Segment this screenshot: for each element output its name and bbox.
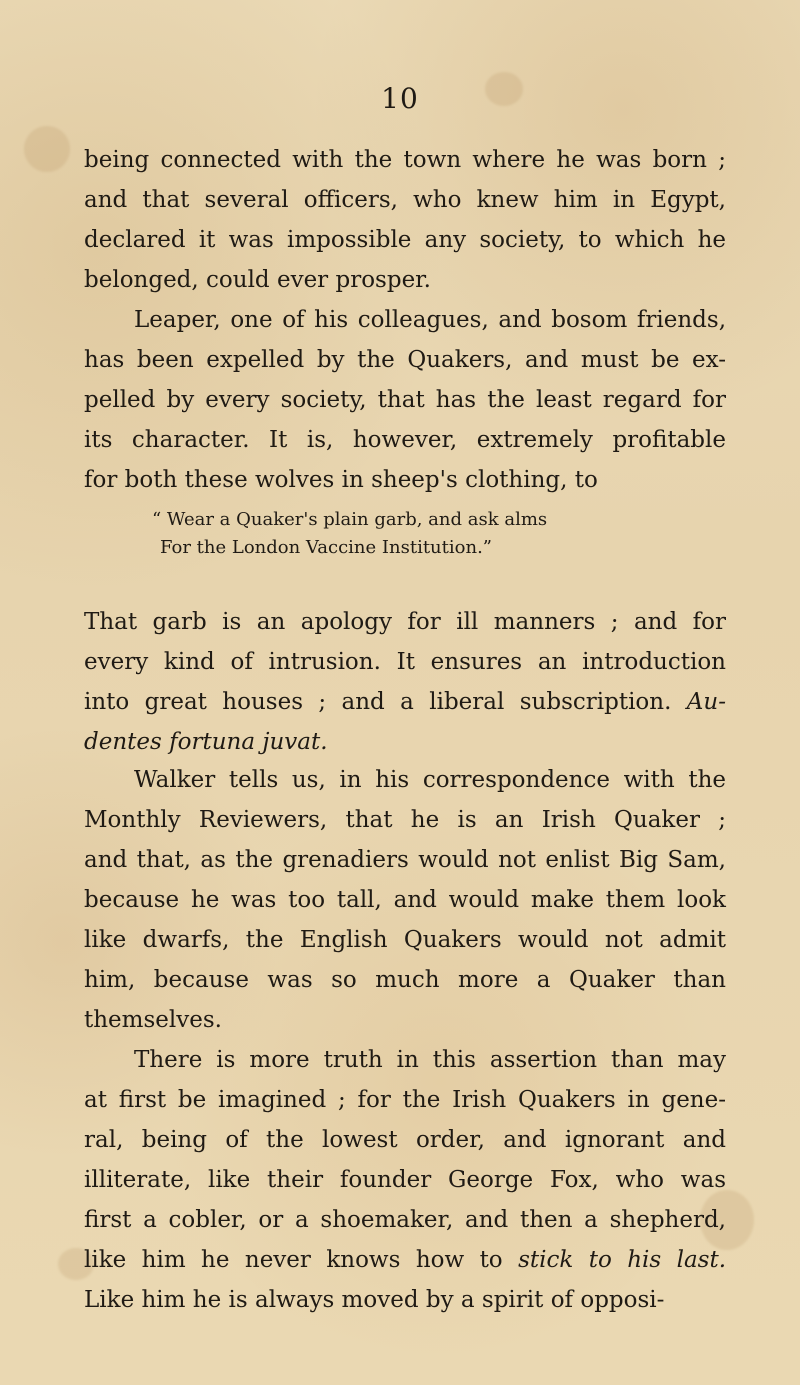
latin-fragment: Au- — [686, 689, 726, 715]
garb-paragraph — [84, 602, 726, 762]
verse-quote — [152, 506, 632, 562]
text-line: belonged, could ever prosper. — [84, 267, 431, 293]
text-line: ral, being of the lowest order, and ignorant and — [84, 1127, 726, 1153]
text-line: like dwarfs, the English Quakers would not admit — [84, 927, 726, 953]
text-line: declared it was impossible any society, to which he — [84, 227, 726, 253]
latin-line: dentes fortuna juvat. — [84, 729, 328, 755]
text-line: There is more truth in this assertion than may — [134, 1047, 726, 1073]
text-line: Leaper, one of his colleagues, and bosom friends, — [134, 307, 726, 333]
text-line: him, because was so much more a Quaker than — [84, 967, 726, 993]
text-line: and that several officers, who knew him in Egypt, — [84, 187, 726, 213]
truth-paragraph — [84, 1040, 726, 1320]
text-line — [84, 1240, 726, 1280]
quote-line: For the London Vaccine Institution.” — [160, 537, 492, 558]
idiom-fragment: stick to his last. — [518, 1247, 727, 1273]
text-line: at first be imagined ; for the Irish Quakers in gene- — [84, 1087, 726, 1113]
text-line: Like him he is always moved by a spirit of opposi- — [84, 1287, 665, 1313]
opening-paragraph — [84, 140, 726, 300]
text-line — [84, 682, 726, 722]
text-line: has been expelled by the Quakers, and must be ex- — [84, 347, 726, 373]
text-line: because he was too tall, and would make them look — [84, 887, 726, 913]
text-line: being connected with the town where he was born ; — [84, 147, 726, 173]
text-fragment: into great houses ; and a liberal subscription. — [84, 689, 672, 715]
leaper-paragraph — [84, 300, 726, 500]
text-line: first a cobler, or a shoemaker, and then a shepherd, — [84, 1207, 726, 1233]
text-line: and that, as the grenadiers would not enlist Big Sam, — [84, 847, 726, 873]
text-line: themselves. — [84, 1007, 222, 1033]
text-line: That garb is an apology for ill manners ; and for — [84, 609, 726, 635]
text-line: its character. It is, however, extremely profitable — [84, 427, 726, 453]
paper-stain — [24, 126, 70, 172]
text-line: pelled by every society, that has the least regard for — [84, 387, 726, 413]
text-line: Walker tells us, in his correspondence with the — [134, 767, 726, 793]
text-line: every kind of intrusion. It ensures an introduction — [84, 649, 726, 675]
quote-line: “ Wear a Quaker's plain garb, and ask alms — [152, 509, 548, 530]
text-line: illiterate, like their founder George Fox, who was — [84, 1167, 726, 1193]
text-line: for both these wolves in sheep's clothing, to — [84, 467, 598, 493]
page-number: 10 — [381, 82, 419, 115]
text-fragment: like him he never knows how to — [84, 1247, 503, 1273]
walker-paragraph — [84, 760, 726, 1040]
text-line: Monthly Reviewers, that he is an Irish Quaker ; — [84, 807, 726, 833]
